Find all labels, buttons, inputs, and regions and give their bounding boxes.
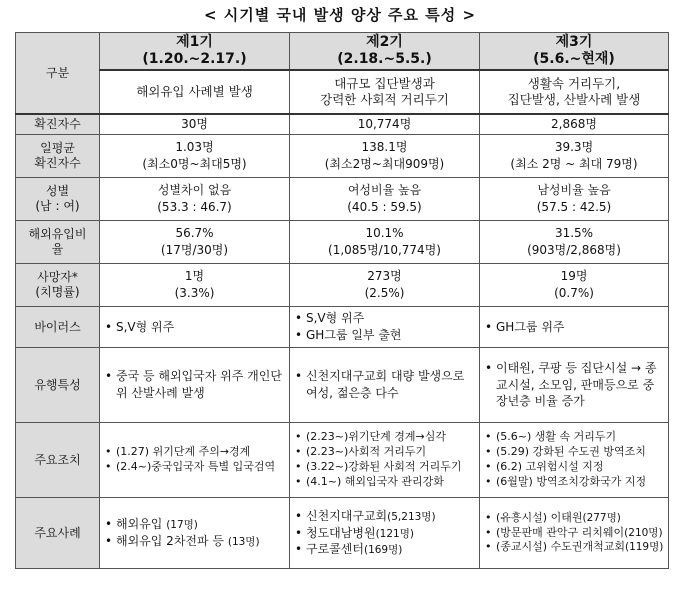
cases-p1: [100, 498, 290, 569]
bullet-list: [104, 445, 285, 475]
case-name: 해외유입: [116, 517, 163, 532]
cell-main: 성별차이 없음: [157, 183, 232, 198]
bullet-list: [104, 516, 285, 550]
period-2-desc-line-2: 강력한 사회적 거리두기: [320, 92, 449, 107]
list-item: [294, 541, 475, 558]
list-item: [484, 511, 664, 526]
sex-p2: [290, 178, 480, 221]
row-label-line-2: (남 : 여): [35, 199, 80, 213]
list-item: • GH그룹 위주: [484, 319, 664, 336]
row-label-virus: 바이러스: [16, 307, 100, 348]
bullet-list: [104, 319, 285, 336]
sex-p3: [480, 178, 669, 221]
list-item: • (6월말) 방역조치강화국가 지정: [484, 475, 664, 490]
cell-sub: (최소0명~최대5명): [142, 157, 247, 171]
header-row-periods: [16, 33, 669, 71]
death-p2: [290, 264, 480, 307]
list-item: • (2.4~)중국입국자 특별 입국검역: [104, 460, 285, 475]
row-label-line-1: 일평균: [40, 141, 75, 155]
page-title: < 시기별 국내 발생 양상 주요 특성 >: [203, 6, 477, 24]
period-3-range: (5.6.~현재): [533, 51, 615, 67]
table-row-sex: [16, 178, 669, 221]
case-count: (169명): [363, 544, 403, 557]
table-row-deaths: [16, 264, 669, 307]
period-3-desc-line-1: 생활속 거리두기,: [527, 75, 621, 91]
list-item: [484, 540, 664, 555]
daily-p1: [100, 135, 290, 178]
list-item: • (5.6~) 생활 속 거리두기: [484, 430, 664, 445]
cell-sub: (2.5%): [364, 286, 405, 300]
case-name: 청도대남병원: [306, 525, 376, 540]
case-count: (121명): [375, 527, 414, 540]
list-item: • (6.2) 고위험시설 지정: [484, 460, 664, 475]
virus-p3: [480, 307, 669, 348]
case-name: (종교시설) 수도권개척교회: [496, 540, 625, 554]
cases-p3: [480, 498, 669, 569]
period-1-name: 제1기: [176, 34, 213, 51]
table-row-trend: [16, 348, 669, 423]
row-label-measures: 주요조치: [16, 423, 100, 498]
period-3-desc-line-2: 집단발생, 산발사례 발생: [507, 92, 641, 107]
table-row-daily-average: [16, 135, 669, 178]
period-1-description: [100, 70, 290, 114]
row-label-line-2: 율: [51, 242, 64, 256]
trend-p3: [480, 348, 669, 423]
row-label-line-2: 확진자수: [34, 156, 81, 170]
case-count: (119명): [624, 541, 664, 554]
table-row-measures: [16, 423, 669, 498]
case-count: (17명): [166, 519, 198, 532]
period-2-name: 제2기: [366, 34, 403, 51]
row-label-sex: [16, 178, 100, 221]
case-count: (13명): [227, 536, 260, 548]
list-item: [484, 526, 664, 541]
period-2-header: [290, 33, 480, 71]
bullet-list: [484, 319, 664, 336]
list-item: • (1.27) 위기단계 주의→경계: [104, 445, 285, 460]
period-3-name: 제3기: [555, 34, 593, 51]
cell-main: 남성비율 높음: [537, 183, 611, 198]
row-label-line-2: (치명률): [35, 285, 80, 299]
row-label-daily-average: [16, 135, 100, 178]
list-item: • (2.23~)사회적 거리두기: [294, 445, 475, 460]
row-label-confirmed: 확진자수: [16, 114, 100, 135]
row-label-deaths: [16, 264, 100, 307]
cell-sub: (40.5 : 59.5): [347, 200, 422, 214]
cell-sub: (903명/2,868명): [527, 243, 621, 257]
cell-sub: (17명/30명): [160, 243, 229, 257]
case-name: (유흥시설) 이태원: [496, 510, 583, 524]
period-1-range: (1.20.~2.17.): [142, 51, 247, 67]
header-row-descriptions: [16, 70, 669, 114]
trend-p1: [100, 348, 290, 423]
row-label-line-1: 해외유입비: [28, 227, 87, 241]
cell-main: 39.3명: [554, 140, 594, 155]
cell-main: 10.1%: [365, 226, 404, 241]
case-name: 신천지대구교회: [306, 508, 388, 523]
overseas-p1: [100, 221, 290, 264]
cell-main: 1명: [184, 269, 205, 284]
list-item: • GH그룹 일부 출현: [294, 327, 475, 344]
list-item: • (5.29) 강화된 수도권 방역조치: [484, 445, 664, 460]
row-label-line-1: 사망자*: [37, 270, 78, 284]
sex-p1: [100, 178, 290, 221]
cell-main: 19명: [560, 269, 588, 284]
list-item: [294, 525, 475, 542]
measures-p1: [100, 423, 290, 498]
daily-p3: [480, 135, 669, 178]
daily-p2: [290, 135, 480, 178]
case-name: (방문판매 관악구 리치웨이: [496, 525, 625, 539]
trend-p2: [290, 348, 480, 423]
case-count: (5,213명): [387, 510, 436, 523]
confirmed-p1: 30명: [100, 114, 290, 135]
cell-sub: (57.5 : 42.5): [536, 200, 612, 214]
cell-sub: (0.7%): [554, 286, 594, 300]
cell-sub: (53.3 : 46.7): [157, 200, 232, 214]
bullet-list: [294, 430, 475, 489]
list-item: • (3.22~)강화된 사회적 거리두기: [294, 460, 475, 475]
bullet-list: [484, 511, 664, 556]
table-row-virus: [16, 307, 669, 348]
virus-p1: [100, 307, 290, 348]
period-1-header: [100, 33, 290, 71]
confirmed-p3: 2,868명: [480, 114, 669, 135]
case-name: 구로콜센터: [306, 542, 364, 557]
list-item: • S,V형 위주: [104, 319, 285, 336]
trend-text: • 이태원, 쿠팡 등 집단시설 → 종교시설, 소모임, 판매등으로 중장년층 비율 증가: [484, 360, 664, 410]
case-count: (277명): [582, 511, 621, 524]
table-row-cases: [16, 498, 669, 569]
cell-main: 273명: [367, 269, 402, 284]
bullet-list: [484, 430, 664, 489]
list-item: • (4.1~) 해외입국자 관리강화: [294, 475, 475, 490]
list-item: • S,V형 위주: [294, 310, 475, 327]
cell-main: 138.1명: [361, 140, 408, 155]
cell-main: 56.7%: [175, 226, 214, 241]
cell-sub: (1,085명/10,774명): [328, 243, 441, 257]
period-3-description: [480, 70, 669, 114]
cell-sub: (3.3%): [174, 286, 215, 300]
period-1-desc-line: 해외유입 사례별 발생: [136, 83, 253, 99]
list-item: • (2.23~)위기단계 경계→심각: [294, 430, 475, 445]
cell-main: 1.03명: [175, 140, 214, 155]
period-2-description: [290, 70, 480, 114]
period-2-range: (2.18.~5.5.): [337, 51, 432, 67]
list-item: [104, 516, 285, 533]
trend-text: • 중국 등 해외입국자 위주 개인단위 산발사례 발생: [104, 368, 285, 402]
cases-p2: [290, 498, 480, 569]
cell-main: 31.5%: [554, 226, 594, 241]
death-p1: [100, 264, 290, 307]
case-count: (210명): [624, 526, 663, 539]
bullet-list: [294, 508, 475, 558]
overseas-p3: [480, 221, 669, 264]
table-row-overseas-ratio: [16, 221, 669, 264]
trend-text: • 신천지대구교회 대량 발생으로 여성, 젊은층 다수: [294, 368, 475, 402]
row-label-overseas-ratio: [16, 221, 100, 264]
table-row-confirmed: [16, 114, 669, 135]
category-header: 구분: [16, 33, 100, 115]
death-p3: [480, 264, 669, 307]
period-2-desc-line-1: 대규모 집단발생과: [334, 75, 435, 91]
case-name: 해외유입 2차전파 등: [116, 534, 225, 548]
period-characteristics-table: [15, 32, 669, 569]
list-item: [294, 508, 475, 525]
cell-sub: (최소2명~최대909명): [324, 157, 445, 171]
row-label-cases: 주요사례: [16, 498, 100, 569]
overseas-p2: [290, 221, 480, 264]
row-label-trend: 유행특성: [16, 348, 100, 423]
confirmed-p2: 10,774명: [290, 114, 480, 135]
bullet-list: [294, 310, 475, 344]
cell-main: 여성비율 높음: [347, 183, 422, 198]
measures-p3: [480, 423, 669, 498]
row-label-line-1: 성별: [45, 184, 70, 198]
cell-sub: (최소 2명 ~ 최대 79명): [510, 157, 638, 171]
period-3-header: [480, 33, 669, 71]
list-item: [104, 533, 285, 550]
virus-p2: [290, 307, 480, 348]
measures-p2: [290, 423, 480, 498]
